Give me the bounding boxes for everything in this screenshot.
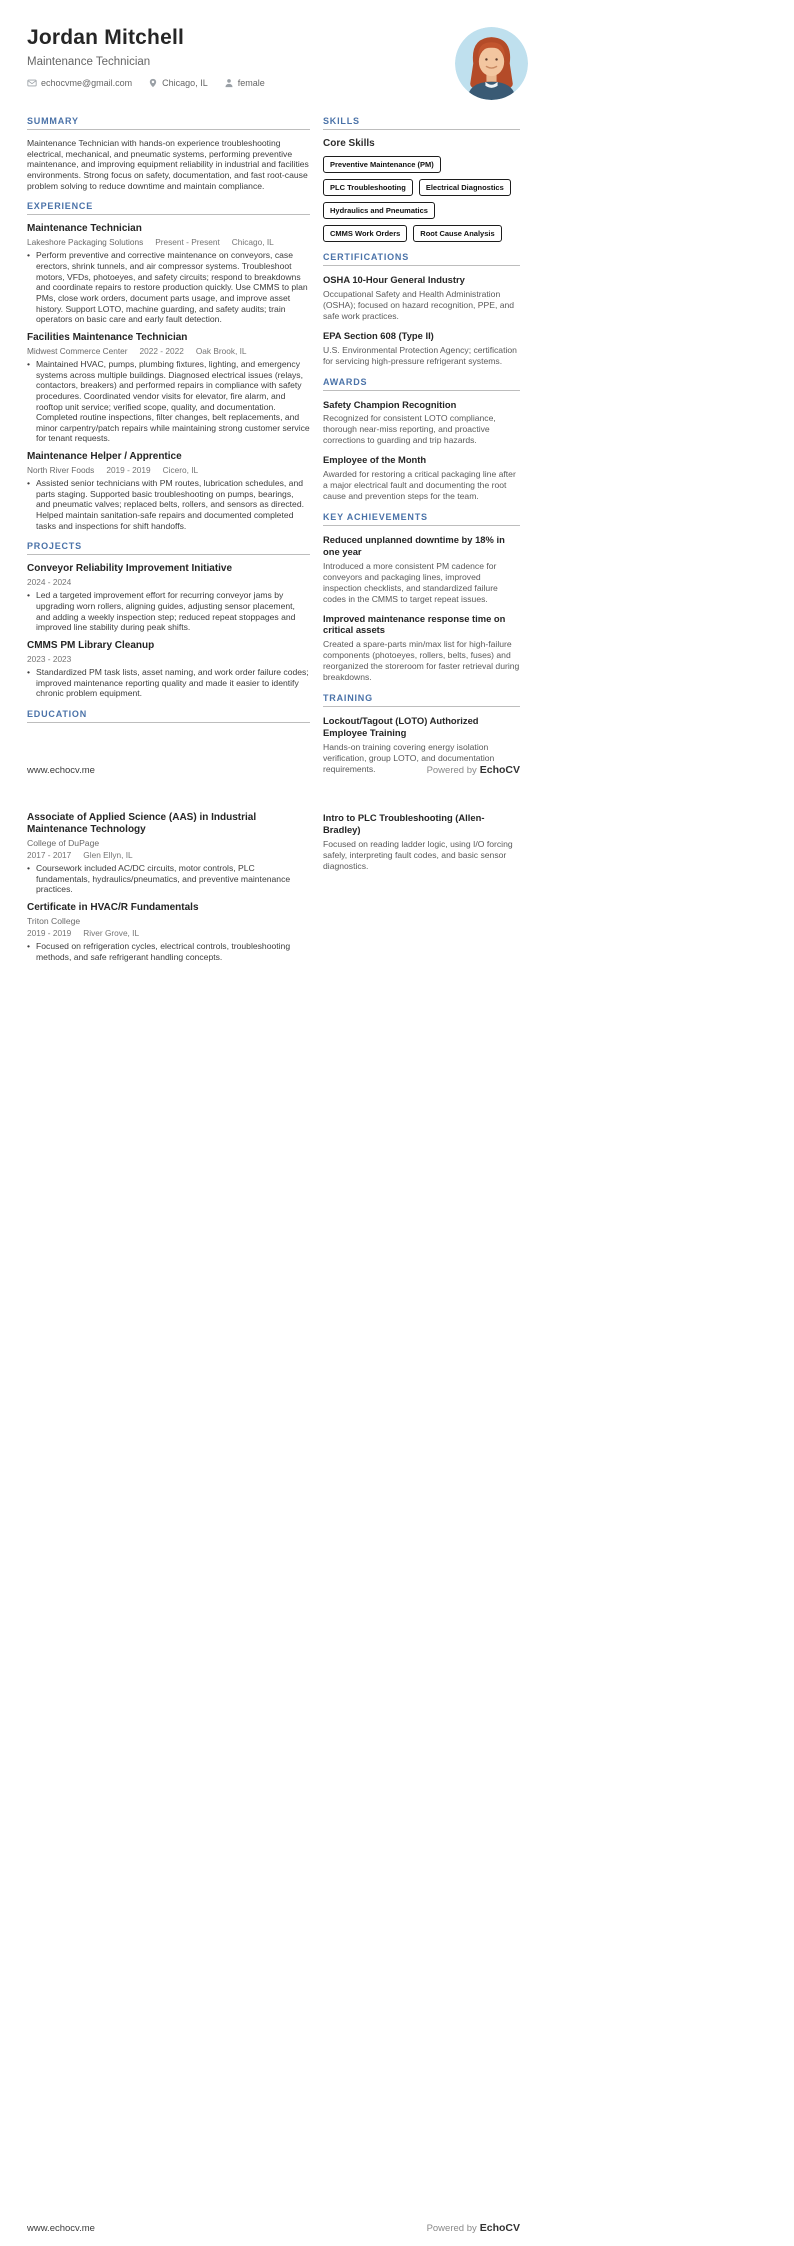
email-text: echocvme@gmail.com: [41, 78, 133, 88]
school-name: Triton College: [27, 915, 81, 926]
location-text: Chicago, IL: [162, 78, 208, 88]
powered-prefix: Powered by: [426, 765, 477, 776]
skill-chip: Hydraulics and Pneumatics: [323, 202, 435, 219]
achievement-desc: Created a spare-parts min/max list for high-failure components (photoeyes, rollers, belts, fuses) and reorganized the storeroom for faster retrieval during breakdowns.: [323, 639, 520, 682]
project-dates: 2024 - 2024: [27, 577, 72, 588]
candidate-name: Jordan Mitchell: [27, 26, 185, 49]
achievement-title: Improved maintenance response time on critical assets: [323, 612, 506, 636]
training-desc: Hands-on training covering energy isolation verification, group LOTO, and documentation requirements.: [323, 741, 495, 774]
job-bullets: [27, 359, 310, 444]
job-meta: [27, 346, 310, 356]
powered-by: [427, 764, 520, 776]
gender-text: female: [237, 78, 265, 88]
right-column: [323, 116, 520, 785]
profile-photo: [455, 27, 528, 100]
candidate-title: Maintenance Technician: [27, 56, 151, 68]
skill-chips: [323, 156, 520, 242]
contact-row: [27, 78, 265, 88]
education-bullets: [27, 863, 310, 895]
project-title: CMMS PM Library Cleanup: [27, 640, 155, 652]
certification-title: EPA Section 608 (Type II): [323, 329, 434, 341]
job-title: Facilities Maintenance Technician: [27, 331, 188, 343]
job-dates: 2022 - 2022: [139, 345, 184, 356]
certification-item: [323, 330, 520, 367]
skills-section: [323, 116, 520, 242]
job-bullet: • Maintained HVAC, pumps, plumbing fixtures, lighting, and emergency systems across multiple buildings. Diagnosed electrical issues (relays, contactors, breakers) and performed repairs in compliance with safety procedures. Coordinated vendor visits for elevator, fire alarm, and rooftop unit service; verified scope, quality, and documentation. Completed routine inspections, filter changes, belt replacements, and minor carpentry/patch repairs while maintaining strong customer service for tenant requests.: [27, 359, 310, 444]
project-title: Conveyor Reliability Improvement Initiative: [27, 563, 233, 575]
left-column: [27, 116, 310, 785]
brand-name: EchoCV: [479, 2222, 520, 2234]
award-item: [323, 454, 520, 502]
skill-chip: Electrical Diagnostics: [419, 179, 511, 196]
training-desc: Focused on reading ladder logic, using I/O forcing safely, interpreting fault codes, and basic sensor diagnostics.: [323, 838, 513, 871]
job-meta: [27, 465, 310, 475]
education-meta: [27, 928, 310, 938]
experience-item: [27, 332, 310, 444]
education-bullet: • Focused on refrigeration cycles, electrical controls, troubleshooting methods, and safe refrigerant handling concepts.: [27, 941, 310, 962]
avatar-illustration: [455, 27, 528, 100]
project-bullet: • Standardized PM task lists, asset naming, and work order failure codes; improved maintenance reporting quality and made it easier to identify chronic problem equipment.: [27, 667, 310, 699]
job-bullet: • Perform preventive and corrective maintenance on conveyors, case erectors, shrink tunnels, and air compressor systems. Troubleshoot motors, VFDs, photoeyes, and safety circuits; respond to breakdowns and coordinate repairs to restore production quickly. Use CMMS to plan PMs, close work orders, document parts usage, and improve asset history. Support LOTO, machine guarding, and safety audits; train operators on basic care and early fault detection.: [27, 250, 310, 325]
right-column-page2: [323, 812, 520, 969]
training-section: [323, 693, 520, 775]
training-heading: TRAINING: [323, 693, 520, 707]
key-achievements-section: [323, 512, 520, 683]
training-title: Intro to PLC Troubleshooting (Allen-Bradley): [323, 812, 485, 835]
training-item: [323, 812, 520, 872]
skills-group-title: Core Skills: [323, 138, 375, 149]
education-section: [27, 709, 310, 723]
awards-section: [323, 377, 520, 503]
job-title: Maintenance Helper / Apprentice: [27, 451, 182, 463]
powered-by: [427, 2222, 520, 2234]
education-item: [27, 812, 310, 895]
experience-item: [27, 223, 310, 325]
summary-text: Maintenance Technician with hands-on experience troubleshooting electrical, mechanical, and pneumatic systems, performing preventive maintenance, and improving equipment reliability in industrial and facilities environments. Strong focus on safety, documentation, and fast root-cause problem solving to reduce downtime and maintain compliance.: [27, 138, 309, 191]
website-link[interactable]: www.echocv.me: [27, 765, 95, 776]
award-item: [323, 399, 520, 447]
job-company: Midwest Commerce Center: [27, 345, 128, 356]
training-title: Lockout/Tagout (LOTO) Authorized Employee Training: [323, 715, 479, 738]
education-dates: 2019 - 2019: [27, 927, 72, 938]
degree-title: Associate of Applied Science (AAS) in Industrial Maintenance Technology: [27, 812, 257, 835]
job-company: Lakeshore Packaging Solutions: [27, 237, 144, 248]
project-bullet: • Led a targeted improvement effort for recurring conveyor jams by upgrading worn rollers, aligning guides, adjusting sensor placement, and adding a weekly inspection step; reduced repeat stoppages and improved line stability during peak shifts.: [27, 590, 310, 633]
certifications-heading: CERTIFICATIONS: [323, 252, 520, 266]
award-desc: Recognized for consistent LOTO compliance, thorough near-miss reporting, and proactive corrections to guarding and trip hazards.: [323, 413, 496, 446]
certification-title: OSHA 10-Hour General Industry: [323, 274, 465, 285]
location-pin-icon: [148, 78, 158, 88]
job-meta: [27, 237, 310, 247]
job-location: Cicero, IL: [162, 465, 199, 476]
education-location: River Grove, IL: [83, 927, 140, 938]
project-dates-row: [27, 577, 310, 587]
powered-prefix: Powered by: [426, 2223, 477, 2234]
certification-item: [323, 274, 520, 322]
certifications-section: [323, 252, 520, 367]
achievement-item: [323, 613, 520, 684]
achievement-item: [323, 534, 520, 605]
job-bullet: • Assisted senior technicians with PM routes, lubrication schedules, and parts staging. Supported basic troubleshooting on pumps, bearings, and pneumatic valves; replaced belts, rollers, and sensors as directed. Helped maintain sanitation-safe repairs and documented completed tasks and inspections for shift handoffs.: [27, 478, 310, 531]
contact-gender: [224, 78, 265, 88]
skill-chip: PLC Troubleshooting: [323, 179, 413, 196]
certification-desc: Occupational Safety and Health Administration (OSHA); focused on hazard recognition, PPE, and safe work practices.: [323, 288, 515, 321]
page2-footer: [27, 2222, 520, 2234]
achievement-title: Reduced unplanned downtime by 18% in one year: [323, 534, 505, 557]
skill-chip: CMMS Work Orders: [323, 225, 407, 242]
skill-chip: Preventive Maintenance (PM): [323, 156, 441, 173]
contact-location: [148, 78, 208, 88]
experience-item: [27, 451, 310, 531]
project-item: [27, 640, 310, 699]
education-heading: EDUCATION: [27, 709, 310, 723]
school-name: College of DuPage: [27, 838, 100, 848]
brand-name: EchoCV: [479, 764, 520, 776]
award-title: Safety Champion Recognition: [323, 398, 457, 410]
job-bullets: [27, 478, 310, 531]
project-dates-row: [27, 654, 310, 664]
education-item: [27, 902, 310, 962]
experience-heading: EXPERIENCE: [27, 201, 310, 215]
degree-title: Certificate in HVAC/R Fundamentals: [27, 901, 199, 913]
resume-header: [27, 26, 265, 88]
job-company: North River Foods: [27, 465, 95, 476]
job-location: Chicago, IL: [231, 237, 274, 248]
website-link[interactable]: www.echocv.me: [27, 2223, 95, 2234]
education-bullet: • Coursework included AC/DC circuits, motor controls, PLC fundamentals, hydraulics/pneumatics, and preventive maintenance practices.: [27, 863, 310, 895]
summary-section: [27, 116, 310, 191]
project-bullets: [27, 667, 310, 699]
projects-section: [27, 541, 310, 699]
award-desc: Awarded for restoring a critical packaging line after a major electrical fault and documenting the root cause and prevention steps for the team.: [323, 469, 516, 501]
key-achievements-heading: KEY ACHIEVEMENTS: [323, 512, 520, 526]
education-bullets: [27, 941, 310, 962]
award-title: Employee of the Month: [323, 454, 427, 466]
projects-heading: PROJECTS: [27, 541, 310, 555]
left-column-page2: [27, 812, 310, 969]
page2-body: [27, 812, 520, 969]
awards-heading: AWARDS: [323, 377, 520, 391]
page1-footer: [27, 764, 520, 776]
education-dates: 2017 - 2017: [27, 850, 72, 860]
education-location: Glen Ellyn, IL: [83, 850, 133, 860]
project-item: [27, 563, 310, 633]
experience-section: [27, 201, 310, 531]
certification-desc: U.S. Environmental Protection Agency; certification for servicing high-pressure refrigerant systems.: [323, 344, 517, 366]
project-bullets: [27, 590, 310, 633]
project-dates: 2023 - 2023: [27, 654, 72, 665]
contact-email[interactable]: [27, 78, 132, 88]
summary-heading: SUMMARY: [27, 116, 310, 130]
job-bullets: [27, 250, 310, 325]
email-icon: [27, 78, 37, 88]
skill-chip: Root Cause Analysis: [413, 225, 501, 242]
skills-heading: SKILLS: [323, 116, 520, 130]
page1-body: [27, 116, 520, 785]
job-dates: Present - Present: [155, 237, 220, 248]
job-title: Maintenance Technician: [27, 223, 142, 235]
achievement-desc: Introduced a more consistent PM cadence for conveyors and packaging lines, improved inspection checklists, and standardized failure codes in the CMMS to target repeat issues.: [323, 560, 498, 604]
person-icon: [224, 78, 234, 88]
job-location: Oak Brook, IL: [195, 345, 247, 356]
job-dates: 2019 - 2019: [106, 465, 151, 476]
education-meta: [27, 850, 310, 860]
